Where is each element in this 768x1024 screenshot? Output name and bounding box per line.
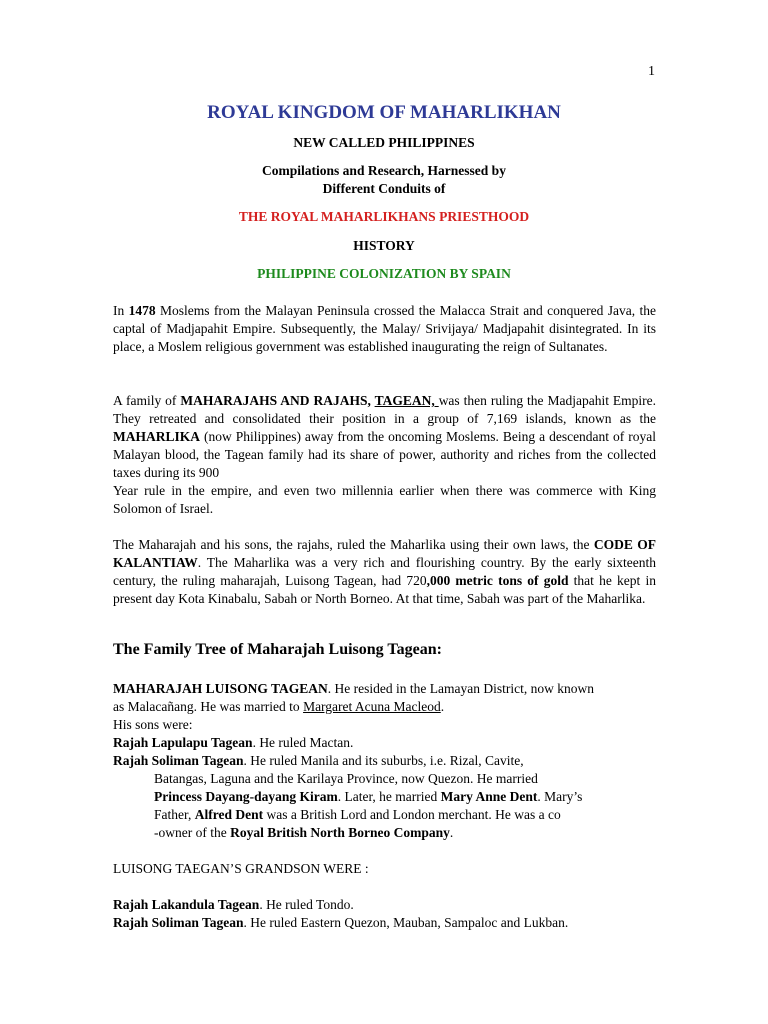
compilations-line-2: Different Conduits of (322, 181, 446, 196)
document-title: ROYAL KINGDOM OF MAHARLIKHAN (207, 102, 561, 123)
family-tree-heading: The Family Tree of Maharajah Luisong Tagean: (113, 641, 442, 658)
grandson-line-2: Rajah Soliman Tagean. He ruled Eastern Quezon, Mauban, Sampaloc and Lukban. (113, 915, 569, 930)
paragraph-3: The Maharajah and his sons, the rajahs, ruled the Maharlika using their own laws, the CODE OF KALANTIAW. The Maharlika was a very rich and flourishing country. By the early sixteenth century, the ruling maharajah, Luisong Tagean, had 720,000 metric tons of gold that he kept in present day Kota Kinabalu, Sabah or North Borneo. At that time, Sabah was part of the Maharlika. (113, 537, 656, 606)
family-line-5: Rajah Soliman Tagean. He ruled Manila and its suburbs, i.e. Rizal, Cavite, (113, 753, 524, 768)
family-line-1: MAHARAJAH LUISONG TAGEAN. He resided in the Lamayan District, now known (113, 681, 594, 696)
family-line-2: as Malacañang. He was married to Margaret Acuna Macleod. (113, 699, 445, 714)
grandson-line-1: Rajah Lakandula Tagean. He ruled Tondo. (113, 897, 354, 912)
priesthood-heading: THE ROYAL MAHARLIKHANS PRIESTHOOD (238, 209, 530, 224)
family-line-6: Batangas, Laguna and the Karilaya Province, now Quezon. He married (154, 771, 538, 786)
family-line-4: Rajah Lapulapu Tagean. He ruled Mactan. (113, 735, 354, 750)
family-line-3: His sons were: (113, 717, 193, 732)
paragraph-2: A family of MAHARAJAHS AND RAJAHS, TAGEAN, was then ruling the Madjapahit Empire. They retreated and consolidated their position in a group of 7,169 islands, known as the MAHARLIKA (now Philippines) away from the oncoming Moslems. Being a descendant of royal Malayan blood, the Tagean family had its share of power, authority and riches from the collected taxes during its 900 Year rule in the empire, and even two millennia earlier when there was commerce with King Solomon of Israel. (113, 393, 657, 516)
subtitle: NEW CALLED PHILIPPINES (293, 135, 475, 150)
family-line-8: Father, Alfred Dent was a British Lord and London merchant. He was a co (154, 807, 561, 822)
page-number: 1 (648, 64, 655, 79)
grandson-heading: LUISONG TAEGAN’S GRANDSON WERE : (113, 861, 369, 876)
family-line-7: Princess Dayang-dayang Kiram. Later, he married Mary Anne Dent. Mary’s (154, 789, 583, 804)
colonization-heading: PHILIPPINE COLONIZATION BY SPAIN (257, 266, 511, 281)
paragraph-1: In 1478 Moslems from the Malayan Peninsula crossed the Malacca Strait and conquered Java, the captal of Madjapahit Empire. Subsequently, the Malay/ Srivijaya/ Madjapahit disintegrated. In its place, a Moslem religious government was established inaugurating the reign of Sultanates. (113, 303, 656, 354)
family-line-9: -owner of the Royal British North Borneo Company. (154, 825, 454, 840)
history-heading: HISTORY (353, 238, 415, 253)
compilations-line-1: Compilations and Research, Harnessed by (262, 163, 506, 178)
